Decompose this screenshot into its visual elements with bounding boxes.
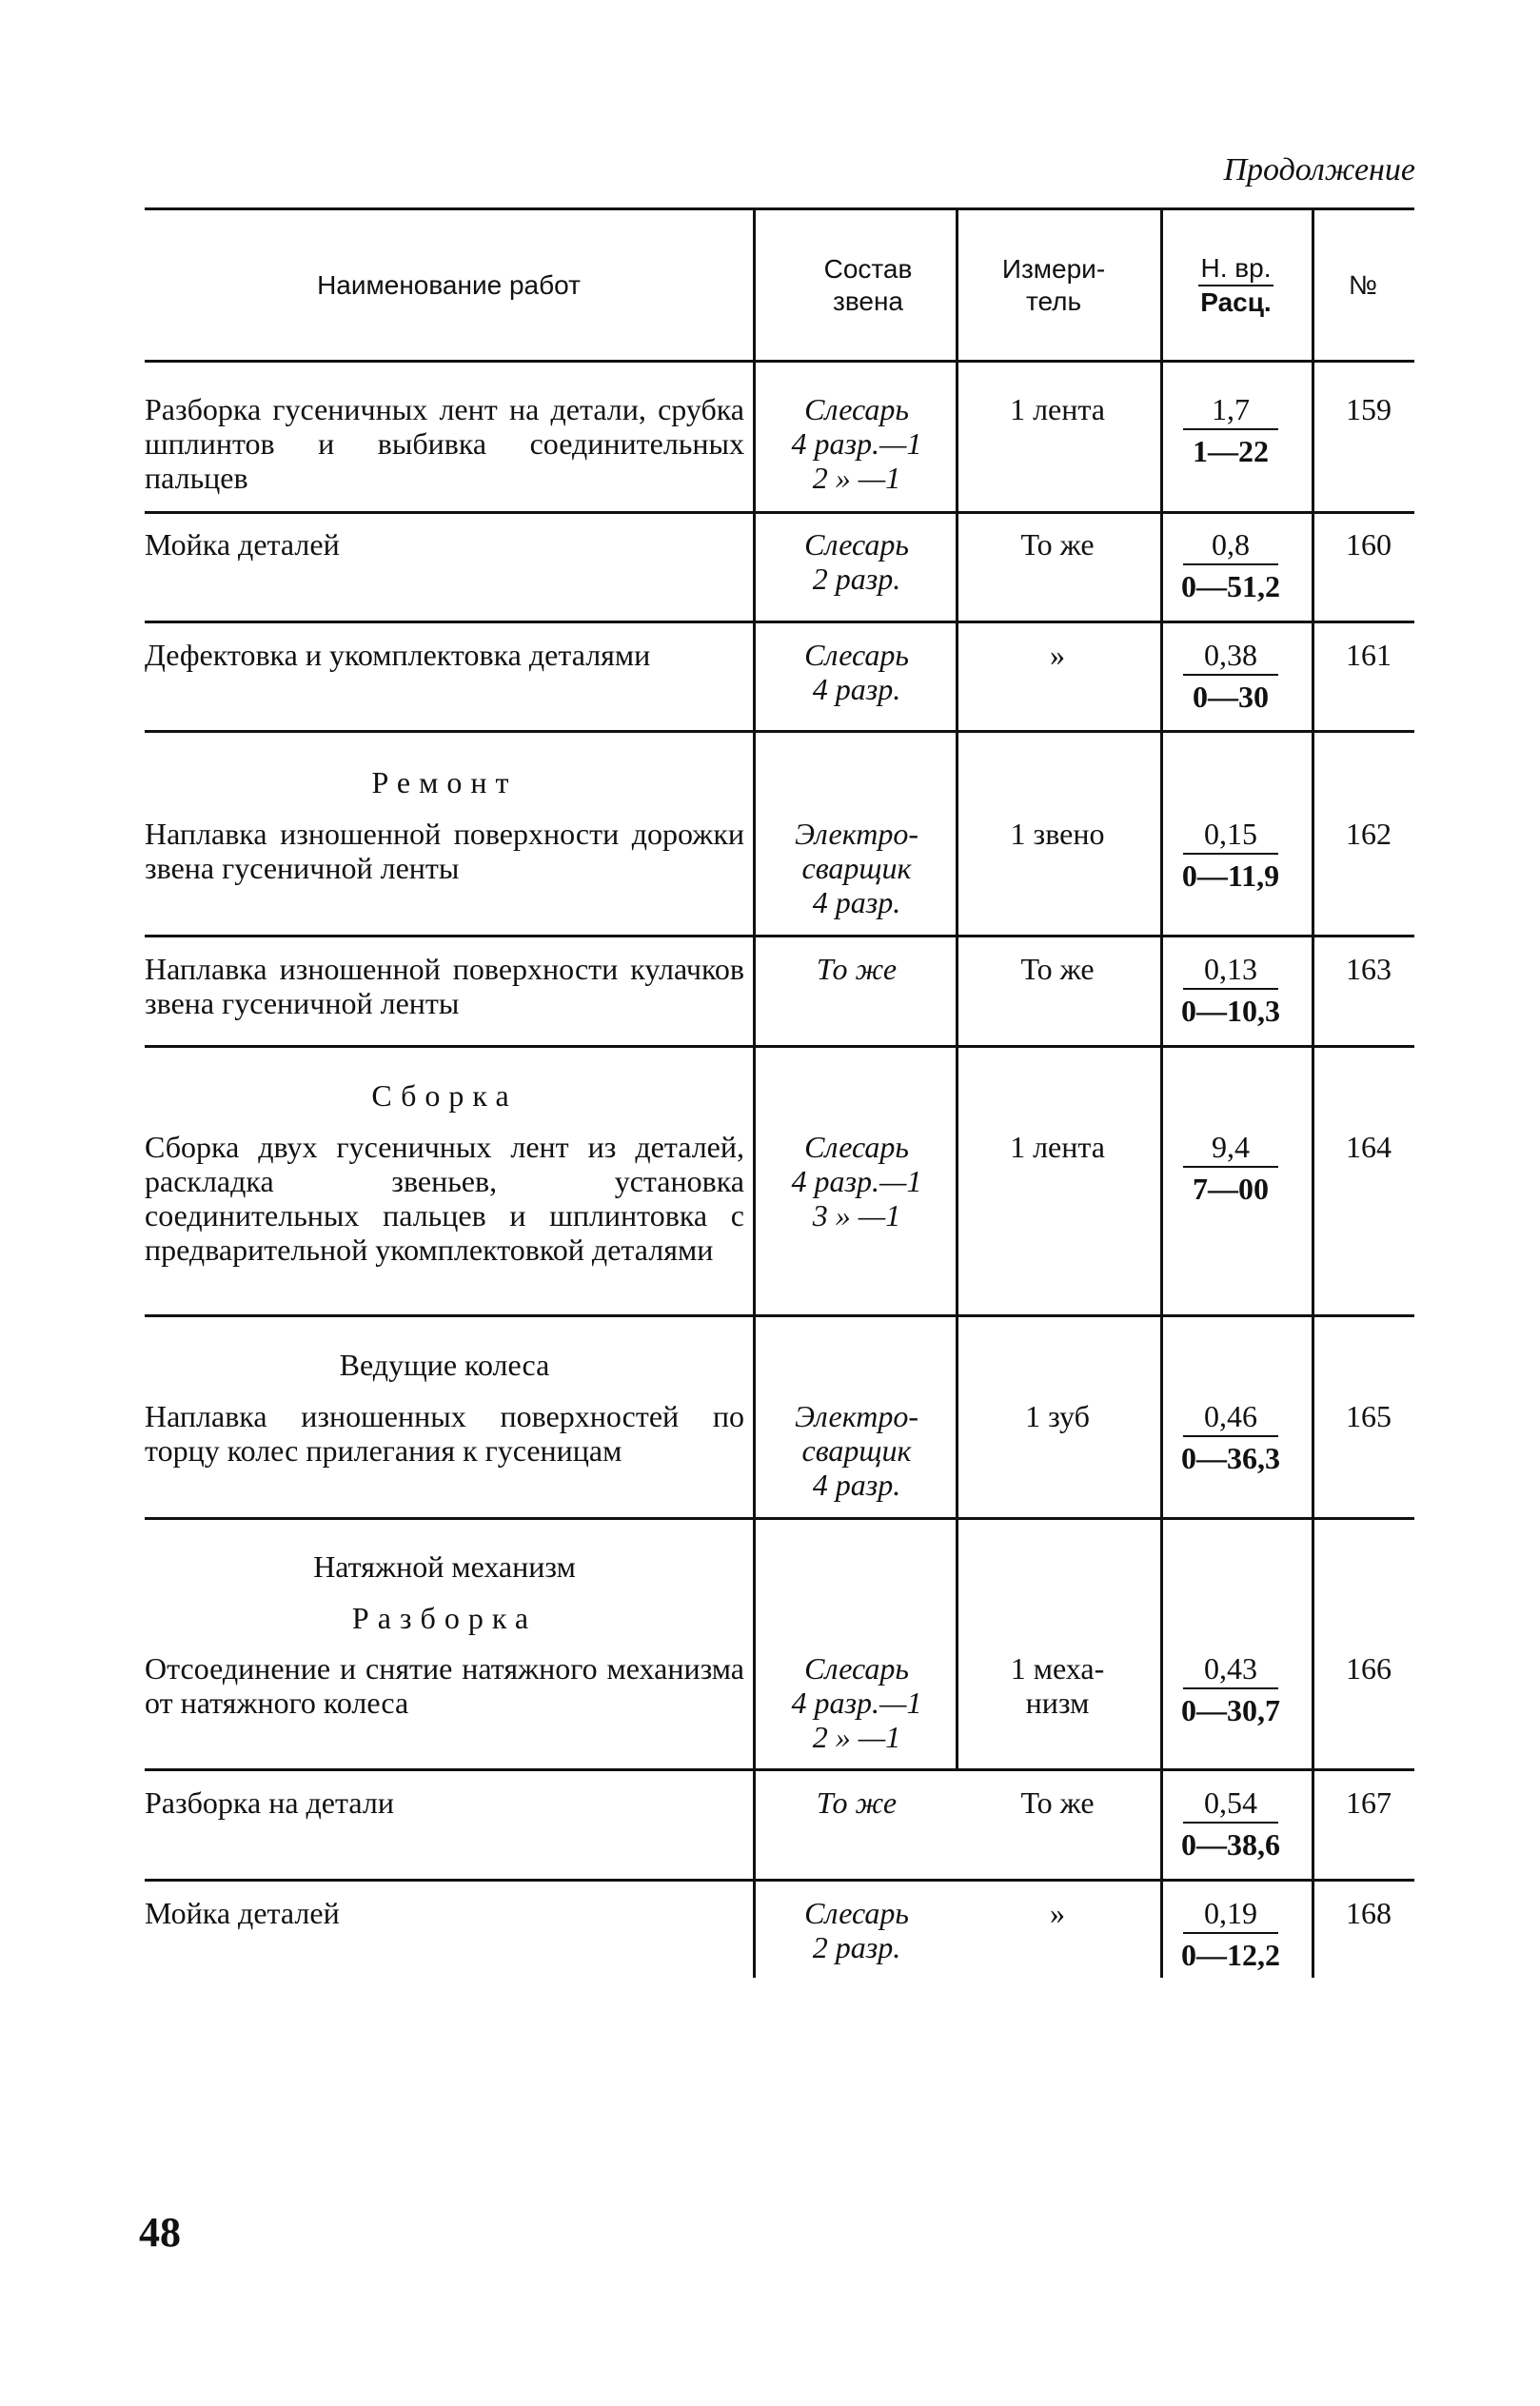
section-heading-drive-wheels: Ведущие колеса <box>339 1348 550 1382</box>
column-divider <box>1160 207 1163 1978</box>
time-norm: 0,38 <box>1183 638 1278 676</box>
header-norm-rate: Расц. <box>1200 286 1272 317</box>
crew-line: сварщик <box>801 851 912 885</box>
row-168-norm <box>1171 1896 1291 1972</box>
rate: 0—38,6 <box>1181 1827 1280 1862</box>
row-159-crew <box>761 392 952 495</box>
crew-line: То же <box>816 1785 898 1820</box>
crew-line: 2 разр. <box>812 562 901 596</box>
crew-line: Электро- <box>795 817 918 851</box>
column-divider <box>1312 207 1314 1978</box>
row-168-unit: » <box>1050 1896 1065 1930</box>
time-norm: 0,54 <box>1183 1785 1278 1824</box>
time-norm: 1,7 <box>1183 392 1278 430</box>
crew-line: 2 » —1 <box>812 1720 901 1754</box>
table-header <box>145 207 1414 363</box>
section-heading-tension-mechanism: Натяжной механизм <box>313 1549 576 1584</box>
rate: 0—30 <box>1193 680 1269 714</box>
row-161-name: Дефектовка и укомплектовка деталями <box>145 638 651 672</box>
header-crew: Состав звена <box>823 253 913 316</box>
row-165-norm <box>1171 1399 1291 1475</box>
crew-line: Слесарь <box>804 638 909 672</box>
row-164-norm <box>1171 1130 1291 1206</box>
crew-line: 4 разр.—1 <box>791 1686 922 1720</box>
row-divider <box>145 511 1414 514</box>
row-divider <box>145 1768 1414 1771</box>
row-161-norm <box>1171 638 1291 714</box>
row-167-crew <box>761 1785 952 1820</box>
row-160-number: 160 <box>1346 527 1392 562</box>
rate: 0—10,3 <box>1181 994 1280 1028</box>
row-159-norm <box>1171 392 1291 468</box>
row-159-unit: 1 лента <box>1010 392 1105 426</box>
header-unit: Измери- тель <box>1001 253 1106 316</box>
row-163-number: 163 <box>1346 952 1392 986</box>
time-norm: 0,15 <box>1183 817 1278 855</box>
crew-line: Слесарь <box>804 392 909 426</box>
header-norm <box>1160 207 1312 363</box>
row-167-number: 167 <box>1346 1785 1392 1820</box>
row-160-name: Мойка деталей <box>145 527 340 562</box>
row-165-number: 165 <box>1346 1399 1392 1433</box>
crew-line: 2 разр. <box>812 1930 901 1964</box>
row-159-number: 159 <box>1346 392 1392 426</box>
row-divider <box>145 1045 1414 1048</box>
header-norm-time: Н. вр. <box>1198 252 1273 286</box>
page-number: 48 <box>139 2209 181 2256</box>
crew-line: Слесарь <box>804 1130 909 1164</box>
crew-line: То же <box>816 952 898 986</box>
crew-line: сварщик <box>801 1433 912 1468</box>
row-divider <box>145 621 1414 623</box>
rate: 0—12,2 <box>1181 1938 1280 1972</box>
header-name: Наименование работ <box>317 269 581 300</box>
row-165-crew <box>761 1399 952 1502</box>
time-norm: 0,46 <box>1183 1399 1278 1437</box>
rate: 1—22 <box>1193 434 1269 468</box>
row-166-crew <box>761 1651 952 1754</box>
row-163-unit: То же <box>1020 952 1095 986</box>
column-divider <box>753 207 756 1978</box>
row-163-norm <box>1171 952 1291 1028</box>
row-162-norm <box>1171 817 1291 893</box>
row-168-name: Мойка деталей <box>145 1896 340 1930</box>
row-167-norm <box>1171 1785 1291 1862</box>
row-divider <box>145 1517 1414 1520</box>
header-number: № <box>1348 269 1378 300</box>
row-divider <box>145 1879 1414 1882</box>
rate: 0—11,9 <box>1181 858 1280 893</box>
crew-line: Электро- <box>795 1399 918 1433</box>
row-166-norm <box>1171 1651 1291 1727</box>
row-163-crew <box>761 952 952 986</box>
section-heading-repair: Ремонт <box>371 765 518 799</box>
row-168-number: 168 <box>1346 1896 1392 1930</box>
row-divider <box>145 935 1414 937</box>
row-163-name: Наплавка изношенной поверхности кулачков звена гусеничной ленты <box>145 952 744 1020</box>
crew-line: 2 » —1 <box>812 461 901 495</box>
continuation-label: Продолжение <box>1223 152 1415 187</box>
row-161-crew <box>761 638 952 706</box>
section-heading-assembly: Сборка <box>371 1078 518 1113</box>
row-164-name: Сборка двух гусеничных лент из деталей, раскладка звеньев, установка соединительных пальцев и шплинтовка с предварительной укомплектовкой деталями <box>145 1130 744 1267</box>
time-norm: 9,4 <box>1183 1130 1278 1168</box>
row-167-name: Разборка на детали <box>145 1785 394 1820</box>
time-norm: 0,43 <box>1183 1651 1278 1689</box>
crew-line: 4 разр. <box>812 885 901 919</box>
crew-line: 4 разр.—1 <box>791 1164 922 1198</box>
crew-line: 4 разр.—1 <box>791 426 922 461</box>
row-162-unit: 1 звено <box>1010 817 1105 851</box>
rate: 7—00 <box>1193 1172 1269 1206</box>
time-norm: 0,8 <box>1183 527 1278 565</box>
row-162-crew <box>761 817 952 919</box>
row-161-number: 161 <box>1346 638 1392 672</box>
row-164-number: 164 <box>1346 1130 1392 1164</box>
row-divider <box>145 1314 1414 1317</box>
row-166-unit: 1 меха- низм <box>1010 1651 1105 1720</box>
row-167-unit: То же <box>1020 1785 1095 1820</box>
crew-line: Слесарь <box>804 1896 909 1930</box>
row-162-name: Наплавка изношенной поверхности дорожки звена гусеничной ленты <box>145 817 744 885</box>
row-162-number: 162 <box>1346 817 1392 851</box>
row-165-unit: 1 зуб <box>1025 1399 1090 1433</box>
row-166-number: 166 <box>1346 1651 1392 1686</box>
rate: 0—30,7 <box>1181 1693 1280 1727</box>
time-norm: 0,13 <box>1183 952 1278 990</box>
row-160-unit: То же <box>1020 527 1095 562</box>
crew-line: 3 » —1 <box>812 1198 901 1233</box>
row-168-crew <box>761 1896 952 1964</box>
row-159-name: Разборка гусеничных лент на детали, срубка шплинтов и выбивка соединительных пальцев <box>145 392 744 495</box>
row-161-unit: » <box>1050 638 1065 672</box>
crew-line: Слесарь <box>804 527 909 562</box>
row-165-name: Наплавка изношенных поверхностей по торцу колес прилегания к гусеницам <box>145 1399 744 1468</box>
crew-line: 4 разр. <box>812 1468 901 1502</box>
crew-line: 4 разр. <box>812 672 901 706</box>
rate: 0—36,3 <box>1181 1441 1280 1475</box>
row-164-unit: 1 лента <box>1010 1130 1105 1164</box>
row-160-crew <box>761 527 952 596</box>
section-heading-disassembly: Разборка <box>351 1601 538 1635</box>
rate: 0—51,2 <box>1181 569 1280 603</box>
crew-line: Слесарь <box>804 1651 909 1686</box>
row-164-crew <box>761 1130 952 1233</box>
time-norm: 0,19 <box>1183 1896 1278 1934</box>
row-divider <box>145 730 1414 733</box>
row-166-name: Отсоединение и снятие натяжного механизма от натяжного колеса <box>145 1651 744 1720</box>
row-160-norm <box>1171 527 1291 603</box>
column-divider <box>956 207 958 1768</box>
